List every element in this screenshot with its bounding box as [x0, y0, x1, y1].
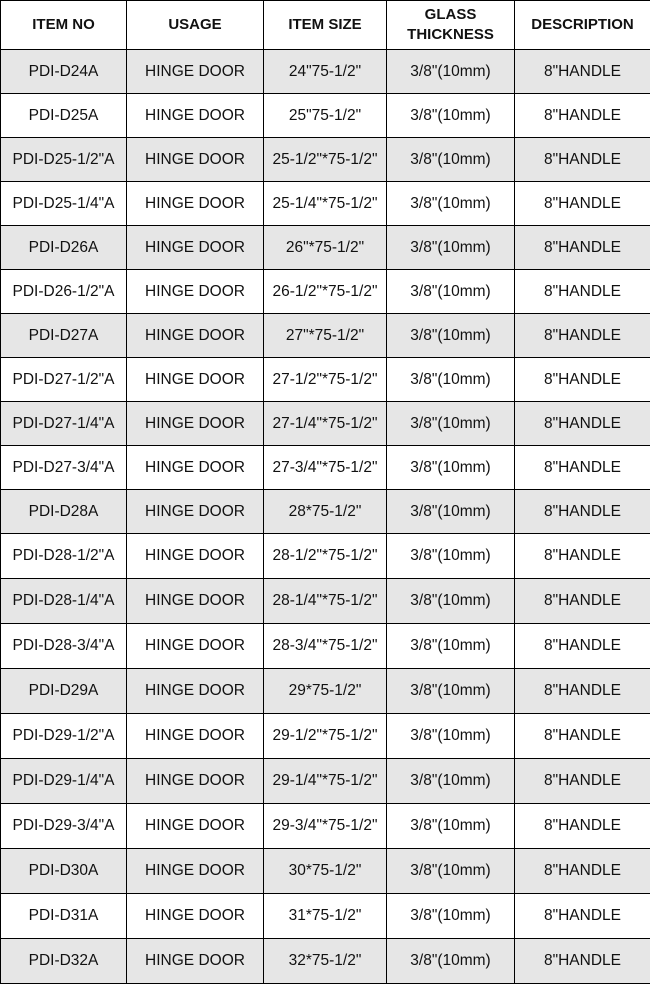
cell-glass-thickness: 3/8"(10mm)	[387, 358, 515, 402]
cell-item-no: PDI-D29A	[1, 669, 127, 714]
cell-description: 8"HANDLE	[515, 314, 650, 358]
cell-item-size: 27-3/4"*75-1/2"	[264, 446, 387, 490]
cell-item-size: 26-1/2"*75-1/2"	[264, 270, 387, 314]
cell-item-no: PDI-D28-3/4"A	[1, 624, 127, 669]
cell-glass-thickness: 3/8"(10mm)	[387, 182, 515, 226]
cell-description: 8"HANDLE	[515, 270, 650, 314]
cell-glass-thickness: 3/8"(10mm)	[387, 94, 515, 138]
cell-description: 8"HANDLE	[515, 94, 650, 138]
table-row	[1, 50, 650, 94]
cell-item-no: PDI-D27-1/2"A	[1, 358, 127, 402]
cell-glass-thickness: 3/8"(10mm)	[387, 490, 515, 534]
table-body	[1, 50, 650, 984]
cell-usage: HINGE DOOR	[127, 358, 264, 402]
cell-item-no: PDI-D28A	[1, 490, 127, 534]
table-row	[1, 579, 650, 624]
cell-item-no: PDI-D29-3/4"A	[1, 804, 127, 849]
cell-usage: HINGE DOOR	[127, 490, 264, 534]
cell-usage: HINGE DOOR	[127, 894, 264, 939]
cell-item-size: 29-1/4"*75-1/2"	[264, 759, 387, 804]
cell-description: 8"HANDLE	[515, 894, 650, 939]
header-item-no: ITEM NO	[1, 1, 127, 50]
cell-description: 8"HANDLE	[515, 226, 650, 270]
header-row	[1, 1, 650, 50]
cell-glass-thickness: 3/8"(10mm)	[387, 669, 515, 714]
cell-glass-thickness: 3/8"(10mm)	[387, 894, 515, 939]
cell-item-size: 29-1/2"*75-1/2"	[264, 714, 387, 759]
cell-usage: HINGE DOOR	[127, 849, 264, 894]
cell-item-size: 28*75-1/2"	[264, 490, 387, 534]
cell-glass-thickness: 3/8"(10mm)	[387, 270, 515, 314]
cell-item-no: PDI-D32A	[1, 939, 127, 984]
cell-glass-thickness: 3/8"(10mm)	[387, 446, 515, 490]
table-row	[1, 534, 650, 579]
cell-item-size: 25"75-1/2"	[264, 94, 387, 138]
table-row	[1, 182, 650, 226]
cell-glass-thickness: 3/8"(10mm)	[387, 939, 515, 984]
cell-description: 8"HANDLE	[515, 714, 650, 759]
table-row	[1, 624, 650, 669]
cell-usage: HINGE DOOR	[127, 714, 264, 759]
cell-description: 8"HANDLE	[515, 849, 650, 894]
table-row	[1, 94, 650, 138]
table-row	[1, 490, 650, 534]
cell-item-size: 27-1/4"*75-1/2"	[264, 402, 387, 446]
table-row	[1, 759, 650, 804]
cell-item-no: PDI-D29-1/2"A	[1, 714, 127, 759]
cell-usage: HINGE DOOR	[127, 534, 264, 579]
cell-description: 8"HANDLE	[515, 50, 650, 94]
cell-glass-thickness: 3/8"(10mm)	[387, 624, 515, 669]
table-row	[1, 138, 650, 182]
cell-description: 8"HANDLE	[515, 804, 650, 849]
cell-glass-thickness: 3/8"(10mm)	[387, 402, 515, 446]
table-row	[1, 446, 650, 490]
cell-glass-thickness: 3/8"(10mm)	[387, 314, 515, 358]
cell-usage: HINGE DOOR	[127, 579, 264, 624]
header-glass-thickness-line2: THICKNESS	[407, 26, 494, 43]
cell-usage: HINGE DOOR	[127, 669, 264, 714]
cell-item-no: PDI-D26A	[1, 226, 127, 270]
cell-description: 8"HANDLE	[515, 358, 650, 402]
header-item-size: ITEM SIZE	[264, 1, 387, 50]
table-row	[1, 804, 650, 849]
cell-item-size: 28-3/4"*75-1/2"	[264, 624, 387, 669]
cell-description: 8"HANDLE	[515, 490, 650, 534]
cell-glass-thickness: 3/8"(10mm)	[387, 50, 515, 94]
cell-glass-thickness: 3/8"(10mm)	[387, 849, 515, 894]
cell-description: 8"HANDLE	[515, 402, 650, 446]
table-row	[1, 894, 650, 939]
cell-item-size: 30*75-1/2"	[264, 849, 387, 894]
cell-description: 8"HANDLE	[515, 182, 650, 226]
cell-description: 8"HANDLE	[515, 624, 650, 669]
table-row	[1, 939, 650, 984]
cell-description: 8"HANDLE	[515, 939, 650, 984]
table-row	[1, 402, 650, 446]
cell-description: 8"HANDLE	[515, 669, 650, 714]
cell-item-no: PDI-D24A	[1, 50, 127, 94]
cell-item-no: PDI-D27A	[1, 314, 127, 358]
cell-item-no: PDI-D26-1/2"A	[1, 270, 127, 314]
cell-item-size: 32*75-1/2"	[264, 939, 387, 984]
cell-glass-thickness: 3/8"(10mm)	[387, 804, 515, 849]
cell-usage: HINGE DOOR	[127, 182, 264, 226]
cell-glass-thickness: 3/8"(10mm)	[387, 759, 515, 804]
cell-glass-thickness: 3/8"(10mm)	[387, 714, 515, 759]
table-row	[1, 669, 650, 714]
cell-item-size: 24"75-1/2"	[264, 50, 387, 94]
cell-item-no: PDI-D28-1/2"A	[1, 534, 127, 579]
cell-item-size: 28-1/2"*75-1/2"	[264, 534, 387, 579]
table-header	[1, 1, 650, 50]
cell-usage: HINGE DOOR	[127, 314, 264, 358]
cell-item-size: 27"*75-1/2"	[264, 314, 387, 358]
cell-usage: HINGE DOOR	[127, 939, 264, 984]
cell-item-size: 25-1/2"*75-1/2"	[264, 138, 387, 182]
table-row	[1, 270, 650, 314]
cell-description: 8"HANDLE	[515, 138, 650, 182]
cell-item-no: PDI-D27-3/4"A	[1, 446, 127, 490]
cell-usage: HINGE DOOR	[127, 402, 264, 446]
cell-description: 8"HANDLE	[515, 446, 650, 490]
cell-description: 8"HANDLE	[515, 534, 650, 579]
cell-usage: HINGE DOOR	[127, 226, 264, 270]
header-glass-thickness	[387, 1, 515, 50]
cell-description: 8"HANDLE	[515, 759, 650, 804]
cell-item-size: 28-1/4"*75-1/2"	[264, 579, 387, 624]
cell-usage: HINGE DOOR	[127, 759, 264, 804]
cell-usage: HINGE DOOR	[127, 804, 264, 849]
table-row	[1, 849, 650, 894]
cell-item-size: 26"*75-1/2"	[264, 226, 387, 270]
cell-item-size: 29*75-1/2"	[264, 669, 387, 714]
cell-item-no: PDI-D27-1/4"A	[1, 402, 127, 446]
table-row	[1, 358, 650, 402]
cell-item-no: PDI-D25A	[1, 94, 127, 138]
cell-glass-thickness: 3/8"(10mm)	[387, 138, 515, 182]
header-glass-thickness-line1: GLASS	[425, 6, 477, 23]
cell-glass-thickness: 3/8"(10mm)	[387, 226, 515, 270]
table-row	[1, 314, 650, 358]
cell-item-no: PDI-D29-1/4"A	[1, 759, 127, 804]
header-usage: USAGE	[127, 1, 264, 50]
cell-item-no: PDI-D28-1/4"A	[1, 579, 127, 624]
cell-item-no: PDI-D30A	[1, 849, 127, 894]
cell-glass-thickness: 3/8"(10mm)	[387, 579, 515, 624]
cell-item-no: PDI-D25-1/4"A	[1, 182, 127, 226]
cell-usage: HINGE DOOR	[127, 50, 264, 94]
cell-item-size: 31*75-1/2"	[264, 894, 387, 939]
cell-usage: HINGE DOOR	[127, 270, 264, 314]
header-description: DESCRIPTION	[515, 1, 650, 50]
cell-item-no: PDI-D25-1/2"A	[1, 138, 127, 182]
cell-item-no: PDI-D31A	[1, 894, 127, 939]
cell-glass-thickness: 3/8"(10mm)	[387, 534, 515, 579]
cell-usage: HINGE DOOR	[127, 446, 264, 490]
cell-item-size: 25-1/4"*75-1/2"	[264, 182, 387, 226]
cell-item-size: 27-1/2"*75-1/2"	[264, 358, 387, 402]
table-row	[1, 714, 650, 759]
cell-usage: HINGE DOOR	[127, 138, 264, 182]
table-row	[1, 226, 650, 270]
cell-usage: HINGE DOOR	[127, 624, 264, 669]
cell-description: 8"HANDLE	[515, 579, 650, 624]
cell-usage: HINGE DOOR	[127, 94, 264, 138]
cell-item-size: 29-3/4"*75-1/2"	[264, 804, 387, 849]
